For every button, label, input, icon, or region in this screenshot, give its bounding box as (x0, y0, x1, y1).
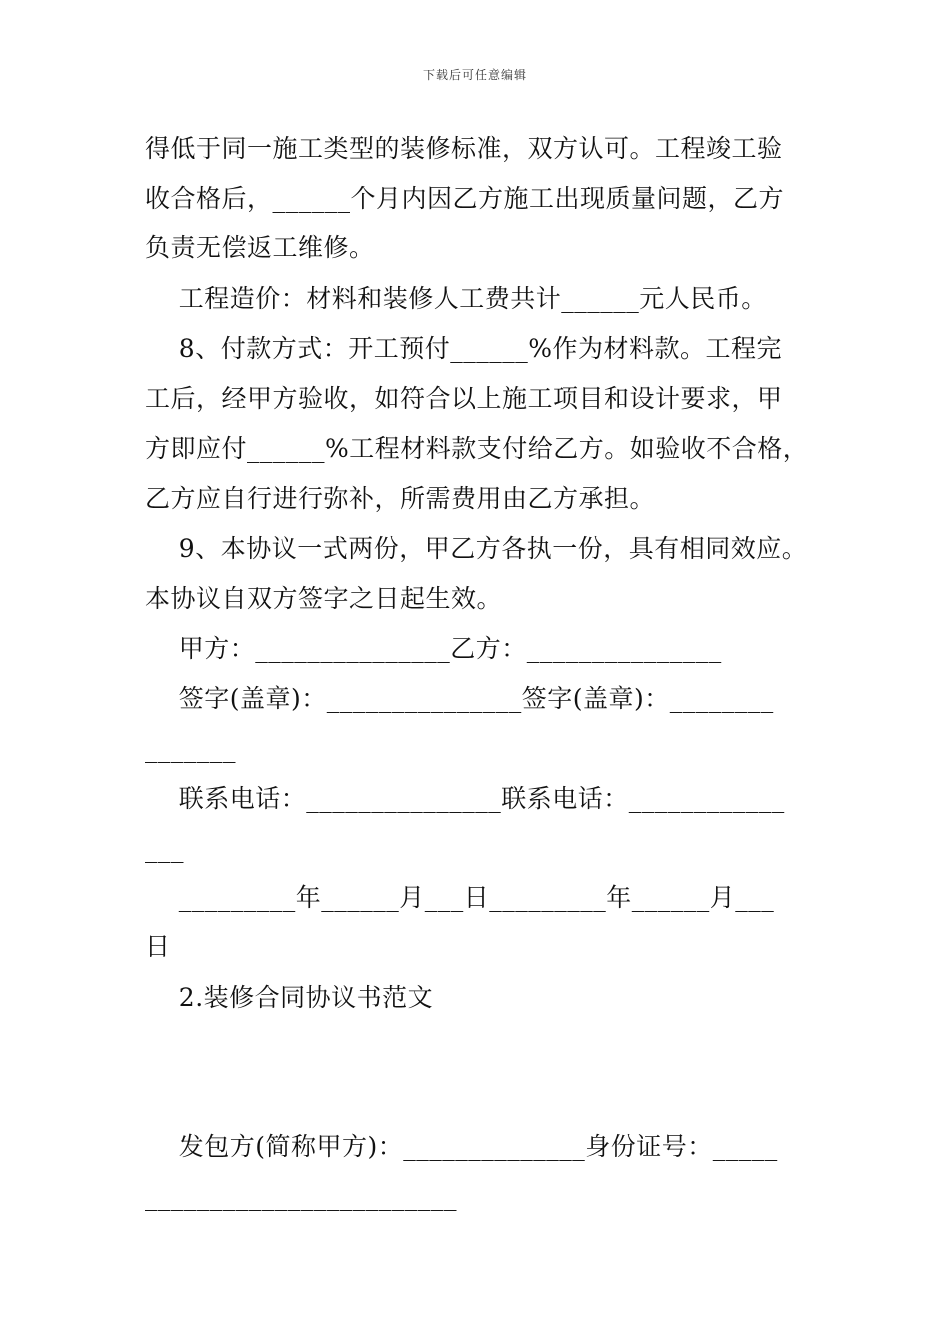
header-note: 下载后可任意编辑 (422, 68, 527, 82)
signature-party-line: 甲方：_______________乙方：_______________ (145, 634, 722, 663)
section-heading: 2.装修合同协议书范文 (145, 983, 434, 1012)
body-line: 方即应付______%工程材料款支付给乙方。如验收不合格， (145, 434, 809, 463)
body-line: 本协议自双方签字之日起生效。 (145, 584, 503, 613)
signature-seal-line-continued: _______ (145, 734, 236, 763)
contractor-line: 发包方(简称甲方)：______________身份证号：_____ (145, 1132, 778, 1161)
body-line: 收合格后，______个月内因乙方施工出现质量问题，乙方 (145, 184, 785, 213)
body-line: 8、付款方式：开工预付______%作为材料款。工程完 (145, 334, 782, 363)
signature-seal-line: 签字(盖章)：_______________签字(盖章)：________ (145, 684, 774, 713)
contact-phone-line-continued: ___ (145, 834, 184, 863)
date-line-continued: 日 (145, 932, 171, 961)
body-line: 9、本协议一式两份，甲乙方各执一份，具有相同效应。 (145, 534, 808, 563)
contact-phone-line: 联系电话：_______________联系电话：____________ (145, 784, 785, 813)
date-line: _________年______月___日_________年______月___ (145, 883, 775, 912)
contractor-line-continued: ________________________ (145, 1182, 457, 1211)
body-line: 负责无偿返工维修。 (145, 233, 375, 262)
body-line: 工程造价：材料和装修人工费共计______元人民币。 (145, 284, 767, 313)
body-line: 工后，经甲方验收，如符合以上施工项目和设计要求，甲 (145, 384, 783, 413)
body-line: 得低于同一施工类型的装修标准，双方认可。工程竣工验 (145, 134, 783, 163)
body-line: 乙方应自行进行弥补，所需费用由乙方承担。 (145, 484, 656, 513)
